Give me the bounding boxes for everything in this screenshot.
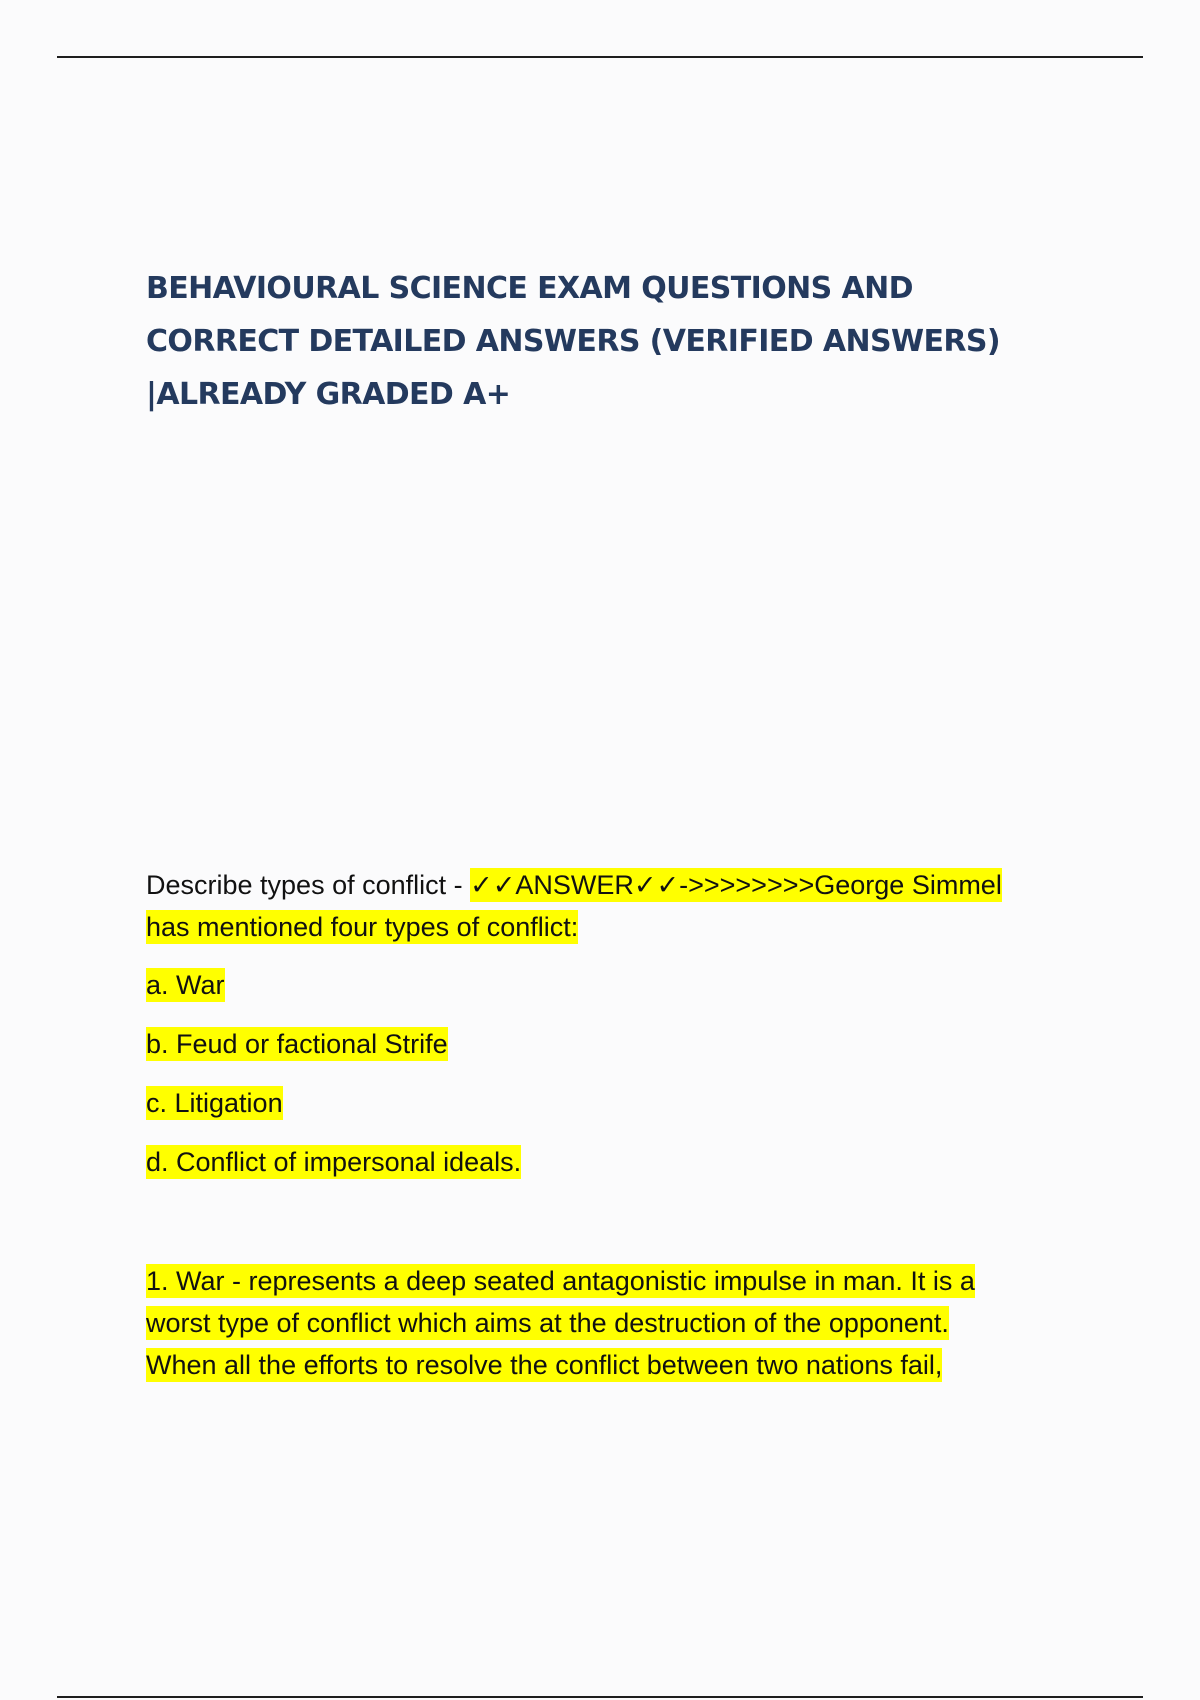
paragraph-line: When all the efforts to resolve the conflict between two nations fail, [146, 1350, 943, 1380]
list-item: a. War [146, 970, 225, 1000]
header-rule [57, 56, 1143, 58]
document-title [146, 262, 1086, 421]
question-prompt: Describe types of conflict - [146, 870, 471, 900]
title-line-2: CORRECT DETAILED ANSWERS (VERIFIED ANSWERS) [146, 324, 1000, 359]
list-item: d. Conflict of impersonal ideals. [146, 1147, 522, 1177]
paragraph-line: 1. War - represents a deep seated antagonistic impulse in man. It is a [146, 1266, 975, 1296]
paragraph-line: worst type of conflict which aims at the destruction of the opponent. [146, 1308, 949, 1338]
conflict-types-list [146, 964, 1076, 1183]
list-item: c. Litigation [146, 1088, 283, 1118]
answer-text-line-2: has mentioned four types of conflict: [146, 912, 579, 942]
question-line [146, 864, 1076, 906]
footer-rule [57, 1696, 1143, 1698]
answer-text-line-1: ✓✓ANSWER✓✓->>>>>>>>George Simmel [470, 870, 1002, 900]
list-item: b. Feud or factional Strife [146, 1029, 448, 1059]
question-answer-block [146, 864, 1076, 1200]
war-paragraph [146, 1260, 1076, 1386]
answer-line-2 [146, 906, 1076, 948]
title-line-3: |ALREADY GRADED A+ [146, 377, 511, 412]
title-line-1: BEHAVIOURAL SCIENCE EXAM QUESTIONS AND [146, 271, 913, 306]
